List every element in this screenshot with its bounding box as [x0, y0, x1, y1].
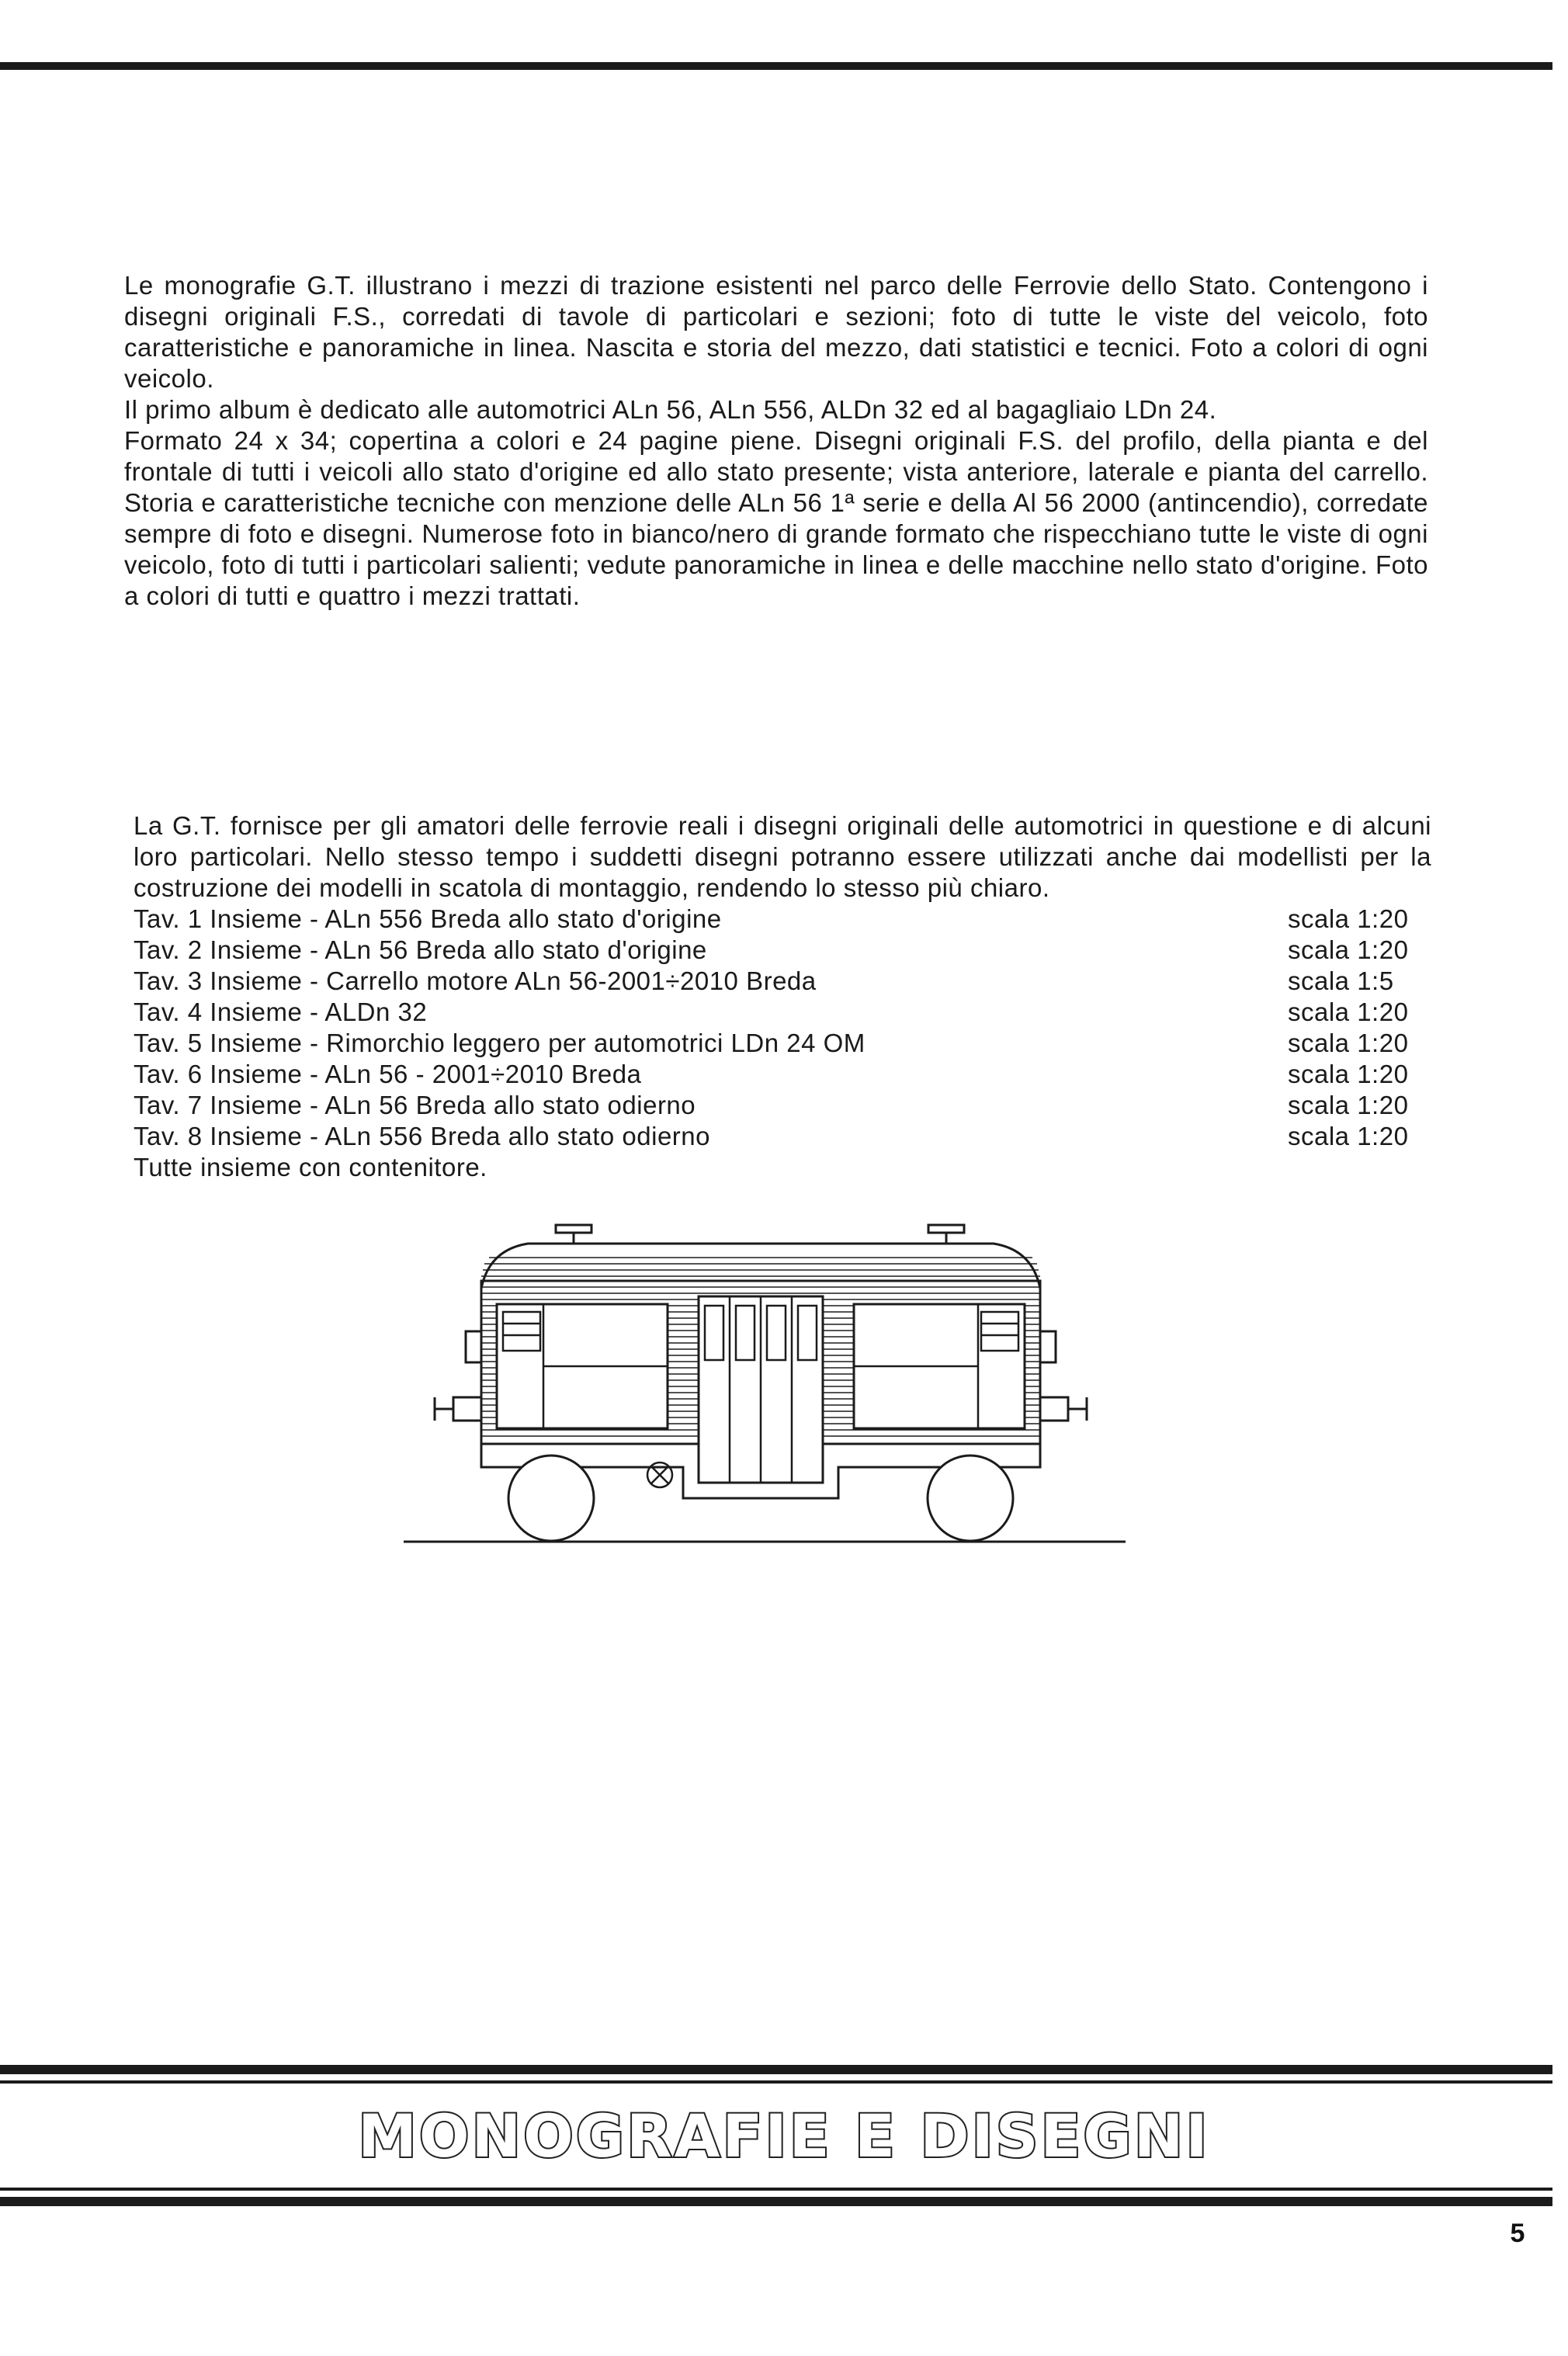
section-title: MONOGRAFIE E DISEGNI [358, 2101, 1210, 2170]
tav-scale: scala 1:20 [1288, 1122, 1409, 1150]
railcar-drawing [404, 1203, 1126, 1824]
tav-label: Tav. 4 Insieme - ALDn 32 [134, 998, 428, 1026]
page-number: 5 [1510, 2219, 1525, 2248]
tav-scale: scala 1:20 [1288, 904, 1409, 933]
list-item [134, 1059, 1431, 1090]
list-item [134, 1028, 1431, 1059]
tav-label: Tav. 7 Insieme - ALn 56 Breda allo stato odierno [134, 1091, 696, 1119]
tav-scale: scala 1:20 [1288, 935, 1409, 964]
intro-paragraph-2: Il primo album è dedicato alle automotrici ALn 56, ALn 556, ALDn 32 ed al bagagliaio LDn 24. [124, 395, 1217, 424]
list-item [134, 935, 1431, 966]
footer-note: Tutte insieme con contenitore. [134, 1153, 487, 1181]
list-item [134, 966, 1431, 997]
intro-paragraph-3: Formato 24 x 34; copertina a colori e 24 pagine piene. Disegni originali F.S. del profilo, della pianta e del frontale di tutti i veicoli allo stato d'origine ed allo stato presente; vista anteriore, laterale e pianta del carrello. Storia e caratteristiche tecniche con menzione delle ALn 56 1ª serie e della Al 56 2000 (antincendio), corredate sempre di foto e disegni. Numerose foto in bianco/nero di grande formato che rispecchiano tutte le viste di ogni veicolo, foto di tutti i particolari salienti; vedute panoramiche in linea e delle macchine nello stato d'origine. Foto a colori di tutti e quattro i mezzi trattati. [124, 426, 1428, 610]
tav-label: Tav. 1 Insieme - ALn 556 Breda allo stato d'origine [134, 904, 722, 933]
list-item [134, 997, 1431, 1028]
list-item [134, 1090, 1431, 1121]
tav-scale: scala 1:20 [1288, 1091, 1409, 1119]
top-rule [0, 62, 1552, 70]
tav-scale: scala 1:20 [1288, 998, 1409, 1026]
tav-scale: scala 1:5 [1288, 966, 1394, 995]
intro-paragraph-1: Le monografie G.T. illustrano i mezzi di trazione esistenti nel parco delle Ferrovie dello Stato. Contengono i disegni originali F.S., corredati di tavole di particolari e sezioni; foto di tutte le viste del veicolo, foto caratteristiche e panoramiche in linea. Nascita e storia del mezzo, dati statistici e tecnici. Foto a colori di ogni veicolo. [124, 271, 1428, 393]
tavole-list [134, 904, 1431, 1152]
list-item [134, 1121, 1431, 1152]
tav-label: Tav. 5 Insieme - Rimorchio leggero per automotrici LDn 24 OM [134, 1029, 866, 1057]
tav-label: Tav. 8 Insieme - ALn 556 Breda allo stato odierno [134, 1122, 710, 1150]
footer-rule-top-thin [0, 2080, 1552, 2084]
intro-text [124, 270, 1428, 612]
footer-rule-bottom-thin [0, 2188, 1552, 2191]
tav-label: Tav. 6 Insieme - ALn 56 - 2001÷2010 Breda [134, 1060, 642, 1088]
list-item [134, 904, 1431, 935]
footer-rule-top-thick [0, 2065, 1552, 2074]
footer-rule-bottom-thick [0, 2197, 1552, 2206]
drawings-section [134, 810, 1431, 1183]
tav-scale: scala 1:20 [1288, 1060, 1409, 1088]
tav-label: Tav. 2 Insieme - ALn 56 Breda allo stato d'origine [134, 935, 707, 964]
drawings-intro: La G.T. fornisce per gli amatori delle ferrovie reali i disegni originali delle automotrici in questione e di alcuni loro particolari. Nello stesso tempo i suddetti disegni potranno essere utilizzati anche dai modellisti per la costruzione dei modelli in scatola di montaggio, rendendo lo stesso più chiaro. [134, 811, 1431, 902]
tav-label: Tav. 3 Insieme - Carrello motore ALn 56-2001÷2010 Breda [134, 966, 817, 995]
tav-scale: scala 1:20 [1288, 1029, 1409, 1057]
